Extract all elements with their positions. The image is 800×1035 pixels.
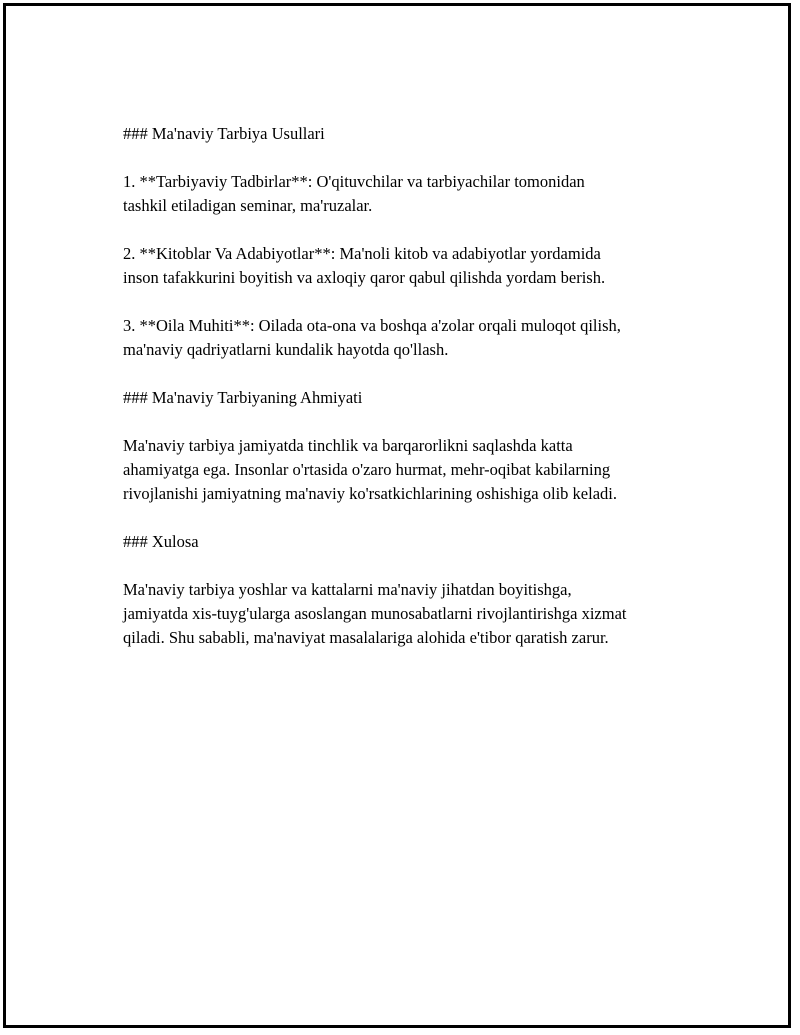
paragraph-ahmiyati	[123, 434, 703, 506]
text-line: rivojlanishi jamiyatning ma'naviy ko'rsatkichlarining oshishiga olib keladi.	[123, 484, 617, 503]
list-item-oila	[123, 314, 703, 362]
text-line: jamiyatda xis-tuyg'ularga asoslangan munosabatlarni rivojlantirishga xizmat	[123, 604, 627, 623]
text-line: 1. **Tarbiyaviy Tadbirlar**: O'qituvchilar va tarbiyachilar tomonidan	[123, 172, 585, 191]
text-line: 2. **Kitoblar Va Adabiyotlar**: Ma'noli kitob va adabiyotlar yordamida	[123, 244, 601, 263]
heading-usullari	[123, 122, 703, 146]
document-body	[123, 122, 703, 650]
text-line: 3. **Oila Muhiti**: Oilada ota-ona va boshqa a'zolar orqali muloqot qilish,	[123, 316, 621, 335]
text-line: ### Xulosa	[123, 532, 199, 551]
text-line: Ma'naviy tarbiya yoshlar va kattalarni ma'naviy jihatdan boyitishga,	[123, 580, 572, 599]
text-line: tashkil etiladigan seminar, ma'ruzalar.	[123, 196, 373, 215]
paragraph-xulosa	[123, 578, 703, 650]
text-line: ahamiyatga ega. Insonlar o'rtasida o'zaro hurmat, mehr-oqibat kabilarning	[123, 460, 611, 479]
text-line: ### Ma'naviy Tarbiya Usullari	[123, 124, 325, 143]
page-frame	[3, 3, 791, 1028]
heading-xulosa	[123, 530, 703, 554]
list-item-tadbirlar	[123, 170, 703, 218]
text-line: qiladi. Shu sababli, ma'naviyat masalalariga alohida e'tibor qaratish zarur.	[123, 628, 609, 647]
list-item-adabiyotlar	[123, 242, 703, 290]
text-line: ma'naviy qadriyatlarni kundalik hayotda qo'llash.	[123, 340, 449, 359]
text-line: inson tafakkurini boyitish va axloqiy qaror qabul qilishda yordam berish.	[123, 268, 606, 287]
text-line: ### Ma'naviy Tarbiyaning Ahmiyati	[123, 388, 363, 407]
heading-ahmiyati	[123, 386, 703, 410]
text-line: Ma'naviy tarbiya jamiyatda tinchlik va barqarorlikni saqlashda katta	[123, 436, 573, 455]
